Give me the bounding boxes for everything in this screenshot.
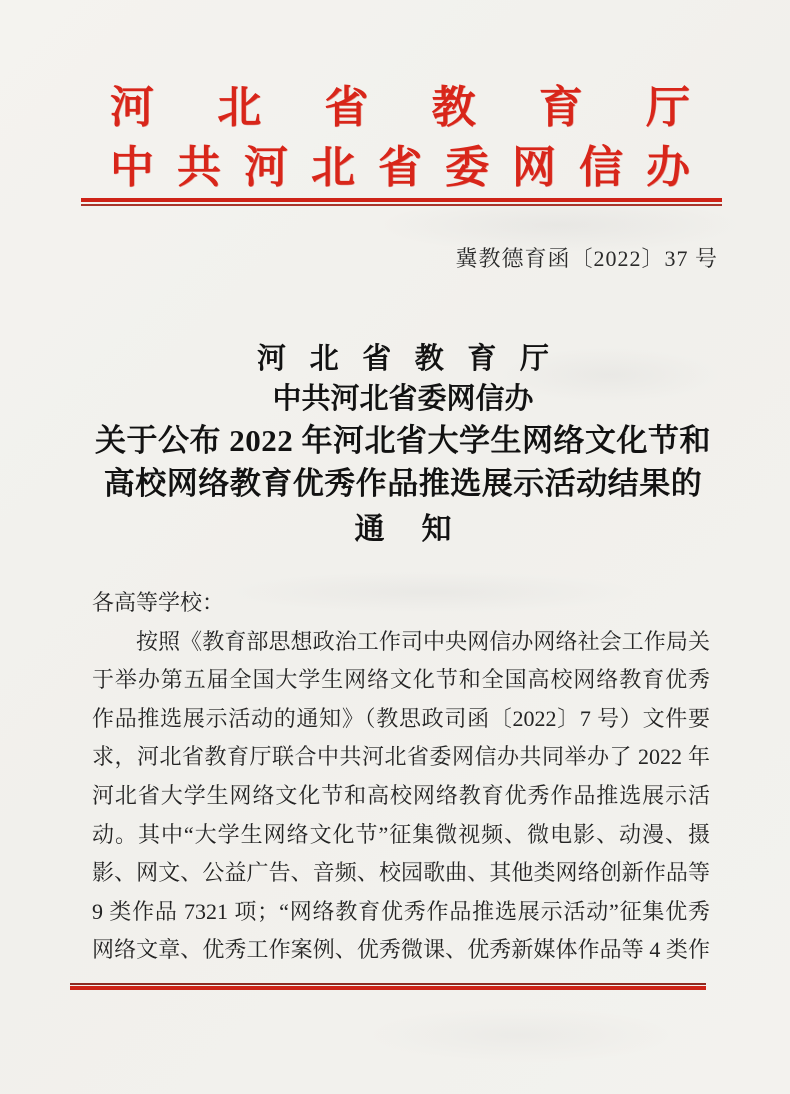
char: 北 [309, 342, 339, 375]
char: 厅 [519, 342, 549, 375]
char: 知 [421, 513, 452, 547]
footer-rule [70, 983, 706, 990]
char: 省 [362, 342, 392, 375]
letterhead-org-line1 [110, 73, 690, 133]
char: 河 [257, 342, 287, 375]
char: 厅 [645, 83, 690, 132]
char: 共 [177, 143, 221, 192]
body-line-6: 动。其中“大学生网络文化节”征集微视频、微电影、动漫、摄 [92, 821, 710, 847]
char: 省 [378, 143, 422, 192]
char: 教 [414, 342, 444, 375]
char: 信 [579, 143, 623, 192]
salutation: 各高等学校： [92, 590, 225, 615]
header-rule-thick [81, 198, 722, 202]
body-line-9: 网络文章、优秀工作案例、优秀微课、优秀新媒体作品等 4 类作 [92, 937, 710, 963]
char: 北 [311, 143, 355, 192]
letterhead [110, 73, 690, 193]
char: 育 [538, 83, 583, 132]
char: 办 [646, 143, 690, 192]
char: 委 [445, 143, 489, 192]
char: 省 [324, 83, 369, 132]
document-number: 冀教德育函〔2022〕37 号 [455, 246, 718, 271]
title-org-line2: 中共河北省委网信办 [272, 382, 534, 415]
char: 网 [512, 143, 556, 192]
body-line-4: 求，河北省教育厅联合中共河北省委网信办共同举办了 2022 年 [92, 744, 710, 770]
char: 教 [431, 83, 476, 132]
title-notice-word [355, 505, 452, 548]
body-line-8: 9 类作品 7321 项；“网络教育优秀作品推选展示活动”征集优秀 [92, 898, 710, 924]
document-title [8, 335, 790, 548]
header-rule [81, 198, 722, 206]
title-subject-line1: 关于公布 2022 年河北省大学生网络文化节和 [95, 423, 711, 458]
char: 河 [244, 143, 288, 192]
char: 育 [467, 342, 497, 375]
char: 北 [217, 83, 262, 132]
body-line-5: 河北省大学生网络文化节和高校网络教育优秀作品推选展示活 [92, 782, 710, 808]
char: 通 [354, 513, 385, 547]
body-line-7: 影、网文、公益广告、音频、校园歌曲、其他类网络创新作品等 [92, 860, 710, 886]
body-line-1: 按照《教育部思想政治工作司中央网信办网络社会工作局关 [136, 628, 710, 654]
title-org-line1 [257, 335, 549, 378]
char: 中 [110, 143, 154, 192]
body-line-2: 于举办第五届全国大学生网络文化节和全国高校网络教育优秀 [92, 667, 710, 693]
char: 河 [110, 83, 154, 132]
letterhead-org-line2 [110, 133, 690, 193]
footer-rule-thick [70, 986, 706, 990]
body-line-3: 作品推选展示活动的通知》（教思政司函〔2022〕7 号）文件要 [92, 705, 710, 731]
document-body [92, 584, 710, 970]
header-rule-thin [81, 204, 722, 206]
title-subject-line2: 高校网络教育优秀作品推选展示活动结果的 [103, 465, 703, 501]
footer-rule-thin [70, 983, 706, 985]
